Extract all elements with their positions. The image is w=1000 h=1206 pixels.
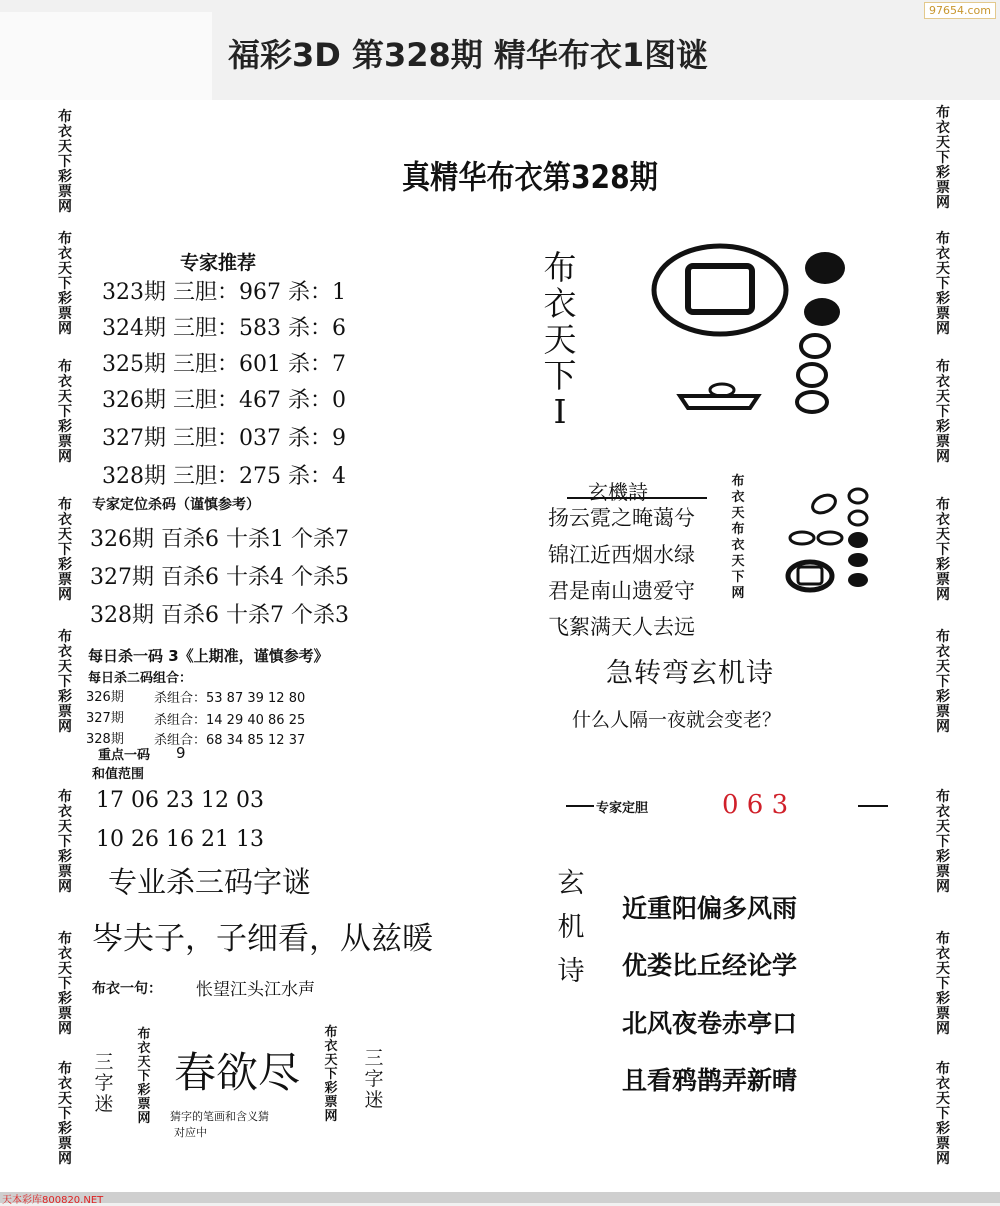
quick-turn-question: 什么人隔一夜就会变老？ (572, 709, 782, 731)
emblem-text: 布衣天下I (543, 248, 577, 431)
expert-row: 328期 三胆：275 杀：4 (102, 464, 346, 489)
two-code-combo: 杀组合：53 87 39 12 80 (154, 691, 306, 706)
position-kill-heading: 专家定位杀码（谨慎参考） (92, 497, 260, 513)
key-code-label: 重点一码 (98, 748, 151, 763)
poem1-line: 扬云霓之晻蔼兮 (548, 506, 695, 530)
poem2-line: 且看鸦鹊弄新晴 (622, 1066, 798, 1095)
two-code-period: 328期 (86, 732, 124, 747)
expert-row: 323期 三胆：967 杀：1 (102, 280, 346, 305)
side-watermark: 布衣天下彩票网 (936, 359, 950, 465)
side-watermark: 布衣天下彩票网 (58, 109, 72, 215)
key-code-value: 9 (176, 744, 186, 762)
riddle-answer: 春欲尽 (174, 1048, 301, 1097)
sum-range-label: 和值范围 (92, 767, 145, 782)
side-watermark: 布衣天下彩票网 (58, 931, 72, 1037)
poem1-line: 君是南山遗爱守 (548, 579, 695, 603)
buyi-label: 布衣一句： (92, 981, 162, 997)
emblem-figure (640, 240, 860, 420)
side-watermark: 布衣天下彩票网 (936, 789, 950, 895)
two-code-heading: 每日杀二码组合： (88, 671, 193, 686)
side-watermark: 布衣天下彩票网 (936, 629, 950, 735)
side-watermark: 布衣天下彩票网 (58, 629, 72, 735)
riddle-hint: 对应中 (174, 1126, 207, 1139)
side-watermark: 布衣天下彩票网 (58, 359, 72, 465)
expert-row: 326期 三胆：467 杀：0 (102, 388, 346, 413)
riddle-hint: 猜字的笔画和含义猜 (170, 1110, 269, 1123)
three-char-label: 三字迷 (94, 1051, 114, 1115)
two-code-period: 326期 (86, 690, 124, 705)
poem2-line: 优娄比丘经论学 (622, 951, 798, 980)
side-watermark: 布衣天下彩票网 (324, 1025, 338, 1124)
sum-range-row: 10 26 16 21 13 (96, 827, 264, 852)
poem2-line: 北风夜卷赤亭口 (622, 1009, 798, 1038)
expert-dan-label: 专家定胆 (596, 801, 649, 816)
divider (566, 805, 594, 807)
side-watermark: 布衣天下彩票网 (936, 931, 950, 1037)
quick-turn-heading: 急转弯玄机诗 (606, 658, 774, 689)
sum-range-row: 17 06 23 12 03 (96, 788, 264, 813)
poem2-line: 近重阳偏多风雨 (622, 894, 798, 923)
side-watermark: 布衣天下彩票网 (936, 105, 950, 211)
side-watermark: 布衣天布衣天下网 (731, 474, 745, 601)
expert-dan-value: 0 6 3 (722, 790, 789, 820)
side-watermark: 布衣天下彩票网 (936, 1061, 950, 1167)
two-code-combo: 杀组合：14 29 40 86 25 (154, 713, 306, 728)
divider (567, 497, 707, 499)
two-code-combo: 杀组合：68 34 85 12 37 (154, 733, 306, 748)
position-kill-row: 327期 百杀6 十杀4 个杀5 (90, 565, 349, 590)
side-watermark: 布衣天下彩票网 (58, 497, 72, 603)
riddle-heading: 专业杀三码字谜 (108, 865, 312, 899)
riddle-text: 岑夫子，子细看，从兹暖 (92, 921, 433, 957)
side-watermark: 布衣天下彩票网 (58, 789, 72, 895)
poem1-heading: 玄機詩 (588, 480, 648, 504)
three-char-label: 三字迷 (364, 1047, 384, 1111)
poem2-label: 玄机诗 (557, 868, 585, 987)
footer-text[interactable]: 天本彩库800820.NET (2, 1195, 104, 1206)
footer-bar (0, 1192, 1000, 1203)
poem1-line: 锦江近西烟水绿 (548, 543, 695, 567)
beads-figure (780, 484, 890, 600)
side-watermark: 布衣天下彩票网 (58, 1061, 72, 1167)
position-kill-row: 328期 百杀6 十杀7 个杀3 (90, 603, 349, 628)
buyi-text: 怅望江头江水声 (196, 980, 315, 1000)
position-kill-row: 326期 百杀6 十杀1 个杀7 (90, 527, 349, 552)
two-code-period: 327期 (86, 711, 124, 726)
main-title: 真精华布衣第328期 (402, 158, 658, 196)
poem1-line: 飞絮满天人去远 (548, 615, 695, 639)
side-watermark: 布衣天下彩票网 (137, 1027, 151, 1126)
site-badge[interactable]: 97654.com (924, 2, 996, 19)
side-watermark: 布衣天下彩票网 (936, 231, 950, 337)
expert-row: 324期 三胆：583 杀：6 (102, 316, 346, 341)
expert-row: 327期 三胆：037 杀：9 (102, 426, 346, 451)
side-watermark: 布衣天下彩票网 (58, 231, 72, 337)
header-left-panel (0, 12, 212, 100)
expert-heading: 专家推荐 (180, 252, 257, 274)
expert-row: 325期 三胆：601 杀：7 (102, 352, 346, 377)
divider (858, 805, 888, 807)
page-title: 福彩3D 第328期 精华布衣1图谜 (228, 36, 709, 74)
side-watermark: 布衣天下彩票网 (936, 497, 950, 603)
daily-kill-line: 每日杀一码 3《上期准，谨慎参考》 (88, 647, 329, 665)
